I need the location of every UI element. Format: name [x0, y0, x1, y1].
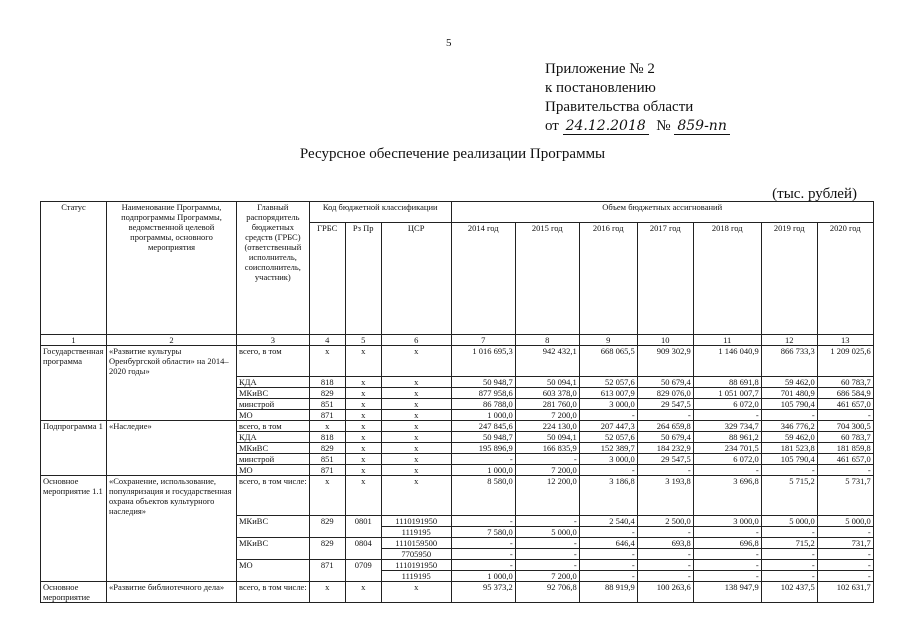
grbs-cell: МКиВС — [237, 538, 310, 560]
value-cell: 5 000,0 — [515, 527, 579, 538]
page-number: 5 — [446, 37, 452, 49]
grbs-code-cell: 871 — [309, 464, 345, 475]
grbs-cell: всего, в том числе: — [237, 582, 310, 603]
rzpr-cell: x — [345, 387, 381, 398]
value-cell: - — [817, 549, 873, 560]
value-cell: 102 437,5 — [761, 582, 817, 603]
rzpr-cell: x — [345, 431, 381, 442]
csr-cell: 1110191950 — [381, 516, 451, 527]
csr-cell: 1110191950 — [381, 560, 451, 571]
value-cell: 29 547,5 — [637, 398, 693, 409]
value-cell: 184 232,9 — [637, 442, 693, 453]
value-cell: 1 016 695,3 — [451, 346, 515, 377]
grbs-code-cell: 871 — [309, 560, 345, 582]
document-title: Ресурсное обеспечение реализации Программы — [299, 146, 606, 162]
grbs-cell: МКиВС — [237, 516, 310, 538]
column-index: 5 — [345, 335, 381, 346]
grbs-code-cell: 829 — [309, 516, 345, 538]
value-cell: 1 000,0 — [451, 409, 515, 420]
table-row — [41, 582, 874, 603]
value-cell: - — [761, 549, 817, 560]
rzpr-cell: x — [345, 464, 381, 475]
value-cell: - — [693, 464, 761, 475]
program-name-cell: «Наследие» — [107, 420, 237, 431]
grbs-cell: МО — [237, 409, 310, 420]
column-index: 11 — [693, 335, 761, 346]
appendix-line-1: Приложение № 2 — [545, 61, 655, 77]
grbs-code-cell: 829 — [309, 442, 345, 453]
value-cell: 1 146 040,9 — [693, 346, 761, 377]
table-row — [41, 538, 874, 549]
value-cell: 7 200,0 — [515, 409, 579, 420]
value-cell: 3 696,8 — [693, 475, 761, 516]
grbs-code-cell: x — [309, 582, 345, 603]
grbs-cell: МО — [237, 464, 310, 475]
header-code: Код бюджетной классификации — [309, 202, 451, 223]
value-cell: 5 731,7 — [817, 475, 873, 516]
status-cell: Государственная программа — [41, 346, 107, 377]
value-cell: 646,4 — [579, 538, 637, 549]
status-cell — [41, 549, 107, 560]
value-cell: 88 691,8 — [693, 376, 761, 387]
program-name-cell — [107, 442, 237, 453]
value-cell: 461 657,0 — [817, 453, 873, 464]
value-cell: 7 200,0 — [515, 464, 579, 475]
program-name-cell — [107, 538, 237, 549]
value-cell: 686 584,9 — [817, 387, 873, 398]
header-year-7: 2020 год — [817, 223, 873, 335]
header-year-6: 2019 год — [761, 223, 817, 335]
value-cell: 50 948,7 — [451, 376, 515, 387]
value-cell: 696,8 — [693, 538, 761, 549]
csr-cell: x — [381, 464, 451, 475]
value-cell: 7 200,0 — [515, 571, 579, 582]
header-code-grbs: ГРБС — [309, 223, 345, 335]
handwritten-number: 859-пп — [674, 118, 730, 135]
header-grbs: Главный распорядитель бюджетных средств (ГРБС) (ответственный исполнитель, соисполнитель, участник) — [237, 202, 310, 335]
value-cell: - — [451, 453, 515, 464]
rzpr-cell: x — [345, 475, 381, 516]
status-cell — [41, 387, 107, 398]
value-cell: - — [451, 538, 515, 549]
value-cell: - — [579, 527, 637, 538]
program-name-cell — [107, 464, 237, 475]
table-row — [41, 387, 874, 398]
rzpr-cell: x — [345, 582, 381, 603]
grbs-code-cell: 829 — [309, 538, 345, 560]
table-row — [41, 431, 874, 442]
status-cell — [41, 560, 107, 571]
status-cell — [41, 527, 107, 538]
value-cell: 281 760,0 — [515, 398, 579, 409]
value-cell: - — [579, 571, 637, 582]
table-row — [41, 549, 874, 560]
value-cell: 668 065,5 — [579, 346, 637, 377]
value-cell: 3 000,0 — [579, 453, 637, 464]
value-cell: 52 057,6 — [579, 376, 637, 387]
value-cell: - — [817, 409, 873, 420]
value-cell: 3 186,8 — [579, 475, 637, 516]
program-name-cell: «Сохранение, использование, популяризация и государственная охрана объектов культурного наследия» — [107, 475, 237, 516]
table-row — [41, 464, 874, 475]
column-index: 3 — [237, 335, 310, 346]
csr-cell: x — [381, 420, 451, 431]
grbs-cell: всего, в том — [237, 420, 310, 431]
value-cell: 346 776,2 — [761, 420, 817, 431]
value-cell: - — [693, 571, 761, 582]
value-cell: - — [817, 464, 873, 475]
grbs-cell: всего, в том — [237, 346, 310, 377]
column-index: 10 — [637, 335, 693, 346]
column-index: 8 — [515, 335, 579, 346]
value-cell: - — [817, 571, 873, 582]
value-cell: 6 072,0 — [693, 453, 761, 464]
value-cell: - — [515, 560, 579, 571]
csr-cell: x — [381, 409, 451, 420]
rzpr-cell: x — [345, 346, 381, 377]
value-cell: 603 378,0 — [515, 387, 579, 398]
table-row — [41, 420, 874, 431]
value-cell: - — [451, 516, 515, 527]
value-cell: 52 057,6 — [579, 431, 637, 442]
value-cell: 60 783,7 — [817, 376, 873, 387]
grbs-cell: КДА — [237, 431, 310, 442]
header-year-2: 2015 год — [515, 223, 579, 335]
value-cell: 181 859,8 — [817, 442, 873, 453]
header-name: Наименование Программы, подпрограммы Программы, ведомственной целевой программы, основного мероприятия — [107, 202, 237, 335]
program-name-cell — [107, 560, 237, 571]
program-name-cell: «Развитие культуры Оренбургской области» на 2014–2020 годы» — [107, 346, 237, 377]
rzpr-cell: x — [345, 442, 381, 453]
program-name-cell — [107, 409, 237, 420]
value-cell: - — [817, 560, 873, 571]
value-cell: 50 679,4 — [637, 376, 693, 387]
value-cell: 247 845,6 — [451, 420, 515, 431]
value-cell: 5 000,0 — [761, 516, 817, 527]
table-row — [41, 475, 874, 516]
value-cell: - — [451, 560, 515, 571]
value-cell: 1 000,0 — [451, 464, 515, 475]
value-cell: 102 631,7 — [817, 582, 873, 603]
csr-cell: 1119195 — [381, 527, 451, 538]
csr-cell: x — [381, 398, 451, 409]
value-cell: 86 788,0 — [451, 398, 515, 409]
index-row — [41, 335, 874, 346]
value-cell: - — [637, 464, 693, 475]
rzpr-cell: 0709 — [345, 560, 381, 582]
rzpr-cell: x — [345, 398, 381, 409]
table-row — [41, 516, 874, 527]
appendix-line-3: Правительства области — [545, 99, 694, 115]
value-cell: - — [579, 560, 637, 571]
csr-cell: x — [381, 475, 451, 516]
status-cell: Основное мероприятие — [41, 582, 107, 603]
grbs-cell: МО — [237, 560, 310, 582]
table-row — [41, 346, 874, 377]
header-code-csr: ЦСР — [381, 223, 451, 335]
value-cell: 50 094,1 — [515, 431, 579, 442]
value-cell: 461 657,0 — [817, 398, 873, 409]
column-index: 4 — [309, 335, 345, 346]
value-cell: 92 706,8 — [515, 582, 579, 603]
column-index: 6 — [381, 335, 451, 346]
value-cell: 50 094,1 — [515, 376, 579, 387]
program-name-cell — [107, 527, 237, 538]
csr-cell: x — [381, 346, 451, 377]
handwritten-date: 24.12.2018 — [563, 118, 649, 135]
value-cell: 105 790,4 — [761, 398, 817, 409]
csr-cell: 7705950 — [381, 549, 451, 560]
header-row-1 — [41, 202, 874, 223]
value-cell: - — [637, 571, 693, 582]
value-cell: 5 715,2 — [761, 475, 817, 516]
value-cell: 138 947,9 — [693, 582, 761, 603]
program-name-cell — [107, 453, 237, 464]
header-volume: Объем бюджетных ассигнований — [451, 202, 873, 223]
appendix-line-4 — [545, 117, 730, 136]
rzpr-cell: x — [345, 453, 381, 464]
grbs-code-cell: x — [309, 475, 345, 516]
value-cell: 909 302,9 — [637, 346, 693, 377]
value-cell: 693,8 — [637, 538, 693, 549]
grbs-code-cell: 851 — [309, 398, 345, 409]
status-cell: Подпрограмма 1 — [41, 420, 107, 431]
header-year-4: 2017 год — [637, 223, 693, 335]
grbs-cell: МКиВС — [237, 442, 310, 453]
grbs-code-cell: 829 — [309, 387, 345, 398]
value-cell: 224 130,0 — [515, 420, 579, 431]
value-cell: 1 000,0 — [451, 571, 515, 582]
value-cell: 88 961,2 — [693, 431, 761, 442]
grbs-code-cell: 851 — [309, 453, 345, 464]
value-cell: 866 733,3 — [761, 346, 817, 377]
grbs-code-cell: 871 — [309, 409, 345, 420]
program-name-cell — [107, 387, 237, 398]
csr-cell: 1110159500 — [381, 538, 451, 549]
program-name-cell — [107, 431, 237, 442]
table-row — [41, 453, 874, 464]
column-index: 1 — [41, 335, 107, 346]
grbs-cell: всего, в том числе: — [237, 475, 310, 516]
number-label: № — [656, 118, 671, 134]
value-cell: - — [637, 549, 693, 560]
status-cell — [41, 464, 107, 475]
value-cell: 613 007,9 — [579, 387, 637, 398]
value-cell: - — [515, 538, 579, 549]
column-index: 13 — [817, 335, 873, 346]
status-cell — [41, 398, 107, 409]
value-cell: 60 783,7 — [817, 431, 873, 442]
program-name-cell — [107, 549, 237, 560]
column-index: 12 — [761, 335, 817, 346]
value-cell: - — [579, 464, 637, 475]
value-cell: - — [761, 527, 817, 538]
rzpr-cell: x — [345, 376, 381, 387]
table-row — [41, 398, 874, 409]
value-cell: 8 580,0 — [451, 475, 515, 516]
status-cell — [41, 442, 107, 453]
value-cell: 29 547,5 — [637, 453, 693, 464]
value-cell: 329 734,7 — [693, 420, 761, 431]
appendix-line-2: к постановлению — [545, 80, 656, 96]
value-cell: 100 263,6 — [637, 582, 693, 603]
value-cell: - — [515, 516, 579, 527]
grbs-code-cell: x — [309, 420, 345, 431]
value-cell: 12 200,0 — [515, 475, 579, 516]
csr-cell: x — [381, 453, 451, 464]
value-cell: 234 701,5 — [693, 442, 761, 453]
status-cell — [41, 431, 107, 442]
value-cell: 715,2 — [761, 538, 817, 549]
value-cell: - — [637, 560, 693, 571]
csr-cell: 1119195 — [381, 571, 451, 582]
program-name-cell — [107, 571, 237, 582]
header-status: Статус — [41, 202, 107, 335]
value-cell: 1 051 007,7 — [693, 387, 761, 398]
grbs-cell: КДА — [237, 376, 310, 387]
value-cell: - — [761, 571, 817, 582]
table-row — [41, 527, 874, 538]
units-label: (тыс. рублей) — [772, 186, 857, 202]
header-code-rzpr: Рз Пр — [345, 223, 381, 335]
status-cell — [41, 453, 107, 464]
value-cell: - — [761, 409, 817, 420]
value-cell: - — [515, 549, 579, 560]
value-cell: 207 447,3 — [579, 420, 637, 431]
value-cell: - — [693, 560, 761, 571]
value-cell: - — [579, 549, 637, 560]
value-cell: - — [515, 453, 579, 464]
grbs-cell: минстрой — [237, 398, 310, 409]
value-cell: - — [761, 464, 817, 475]
column-index: 9 — [579, 335, 637, 346]
value-cell: 59 462,0 — [761, 431, 817, 442]
table-row — [41, 442, 874, 453]
csr-cell: x — [381, 582, 451, 603]
value-cell: - — [693, 549, 761, 560]
status-cell — [41, 538, 107, 549]
value-cell: 95 373,2 — [451, 582, 515, 603]
grbs-code-cell: x — [309, 346, 345, 377]
value-cell: - — [761, 560, 817, 571]
value-cell: - — [637, 527, 693, 538]
value-cell: 7 580,0 — [451, 527, 515, 538]
status-cell — [41, 516, 107, 527]
value-cell: 6 072,0 — [693, 398, 761, 409]
value-cell: 181 523,8 — [761, 442, 817, 453]
value-cell: 59 462,0 — [761, 376, 817, 387]
program-name-cell — [107, 398, 237, 409]
value-cell: 731,7 — [817, 538, 873, 549]
value-cell: 166 835,9 — [515, 442, 579, 453]
value-cell: 2 500,0 — [637, 516, 693, 527]
csr-cell: x — [381, 431, 451, 442]
value-cell: 704 300,5 — [817, 420, 873, 431]
date-prefix: от — [545, 118, 559, 134]
value-cell: 3 193,8 — [637, 475, 693, 516]
table-body — [41, 346, 874, 603]
grbs-code-cell: 818 — [309, 431, 345, 442]
csr-cell: x — [381, 376, 451, 387]
status-cell — [41, 571, 107, 582]
grbs-cell: МКиВС — [237, 387, 310, 398]
value-cell: - — [451, 549, 515, 560]
value-cell: 942 432,1 — [515, 346, 579, 377]
program-name-cell — [107, 516, 237, 527]
csr-cell: x — [381, 387, 451, 398]
table-row — [41, 560, 874, 571]
status-cell — [41, 376, 107, 387]
value-cell: 152 389,7 — [579, 442, 637, 453]
header-year-3: 2016 год — [579, 223, 637, 335]
grbs-cell: минстрой — [237, 453, 310, 464]
value-cell: - — [693, 527, 761, 538]
table-row — [41, 409, 874, 420]
header-year-5: 2018 год — [693, 223, 761, 335]
program-name-cell — [107, 376, 237, 387]
value-cell: 1 209 025,6 — [817, 346, 873, 377]
table-row — [41, 571, 874, 582]
value-cell: 3 000,0 — [693, 516, 761, 527]
csr-cell: x — [381, 442, 451, 453]
table-row — [41, 376, 874, 387]
value-cell: 195 896,9 — [451, 442, 515, 453]
value-cell: - — [817, 527, 873, 538]
value-cell: 5 000,0 — [817, 516, 873, 527]
value-cell: 701 480,9 — [761, 387, 817, 398]
column-index: 7 — [451, 335, 515, 346]
value-cell: 3 000,0 — [579, 398, 637, 409]
value-cell: - — [693, 409, 761, 420]
program-name-cell: «Развитие библиотечного дела» — [107, 582, 237, 603]
status-cell: Основное мероприятие 1.1 — [41, 475, 107, 516]
grbs-code-cell: 818 — [309, 376, 345, 387]
status-cell — [41, 409, 107, 420]
value-cell: - — [579, 409, 637, 420]
value-cell: 50 948,7 — [451, 431, 515, 442]
value-cell: 50 679,4 — [637, 431, 693, 442]
header-year-1: 2014 год — [451, 223, 515, 335]
rzpr-cell: x — [345, 409, 381, 420]
resource-table — [40, 201, 874, 603]
value-cell: - — [637, 409, 693, 420]
rzpr-cell: x — [345, 420, 381, 431]
value-cell: 264 659,8 — [637, 420, 693, 431]
column-index: 2 — [107, 335, 237, 346]
appendix-block — [545, 60, 730, 136]
value-cell: 105 790,4 — [761, 453, 817, 464]
rzpr-cell: 0804 — [345, 538, 381, 560]
rzpr-cell: 0801 — [345, 516, 381, 538]
value-cell: 88 919,9 — [579, 582, 637, 603]
value-cell: 2 540,4 — [579, 516, 637, 527]
value-cell: 829 076,0 — [637, 387, 693, 398]
value-cell: 877 958,6 — [451, 387, 515, 398]
